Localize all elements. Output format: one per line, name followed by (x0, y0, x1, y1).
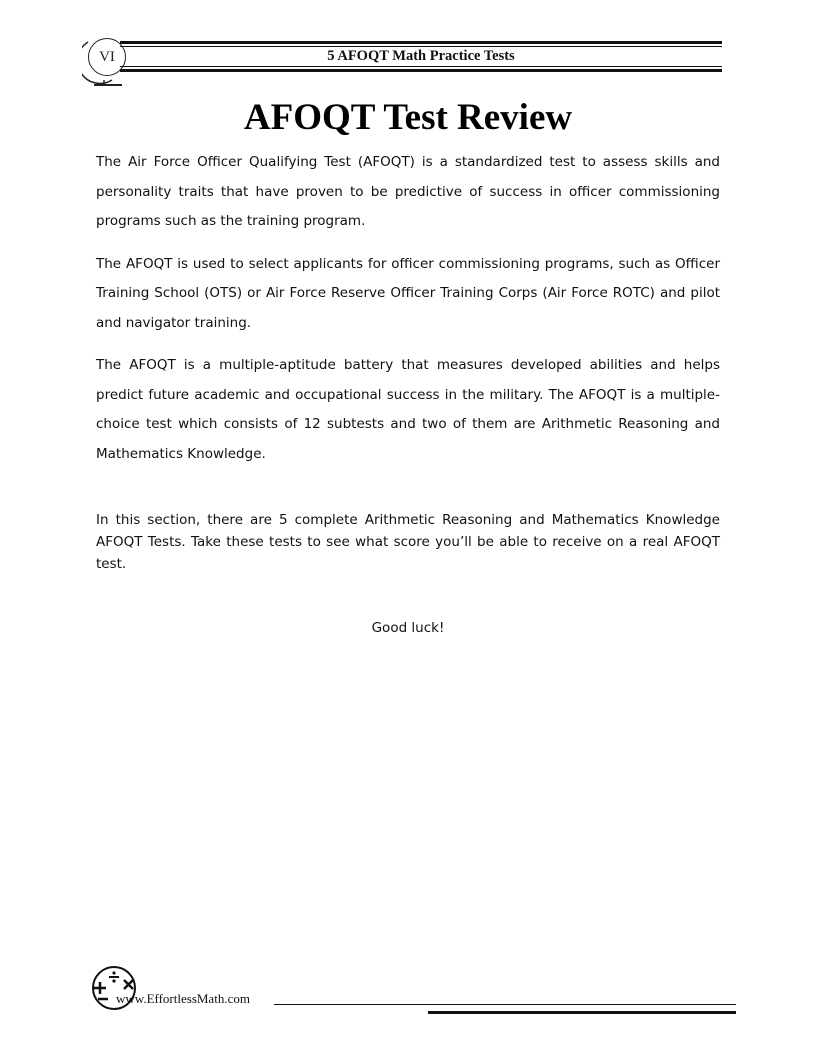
paragraph-section: In this section, there are 5 complete Arithmetic Reasoning and Mathematics Knowledge AFOQT Tests. Take these tests to see what score you’ll be able to receive on a real AFOQT test. (96, 512, 720, 572)
footer-rule (428, 1011, 736, 1014)
paragraph-battery: The AFOQT is a multiple-aptitude battery that measures developed abilities and helps predict future academic and occupational success in the military. The AFOQT is a multiple-choice test which consists of 12 subtests and two of them are Arithmetic Reasoning and Mathematics Knowledge. (96, 357, 720, 462)
page-title: AFOQT Test Review (243, 97, 573, 138)
header-rule (120, 69, 722, 72)
footer-rule (274, 1004, 736, 1005)
page-number: VI (88, 38, 126, 76)
running-title: 5 AFOQT Math Practice Tests (327, 48, 515, 64)
page-footer (90, 965, 736, 1025)
paragraph-intro: The Air Force Officer Qualifying Test (AFOQT) is a standardized test to assess skills and personality traits that have proven to be predictive of success in officer commissioning programs such as the training program. (96, 154, 720, 229)
header-rule (120, 66, 722, 67)
closing-text: Good luck! (371, 620, 445, 636)
header-rule (120, 41, 722, 44)
page-header (82, 36, 722, 86)
body-text (96, 148, 720, 639)
paragraph-usage: The AFOQT is used to select applicants for officer commissioning programs, such as Officer Training School (OTS) or Air Force Reserve Officer Training Corps (Air Force ROTC) and pilot and navigator training. (96, 255, 720, 331)
header-rule (120, 46, 722, 47)
footer-url: www.EffortlessMath.com (116, 991, 250, 1006)
